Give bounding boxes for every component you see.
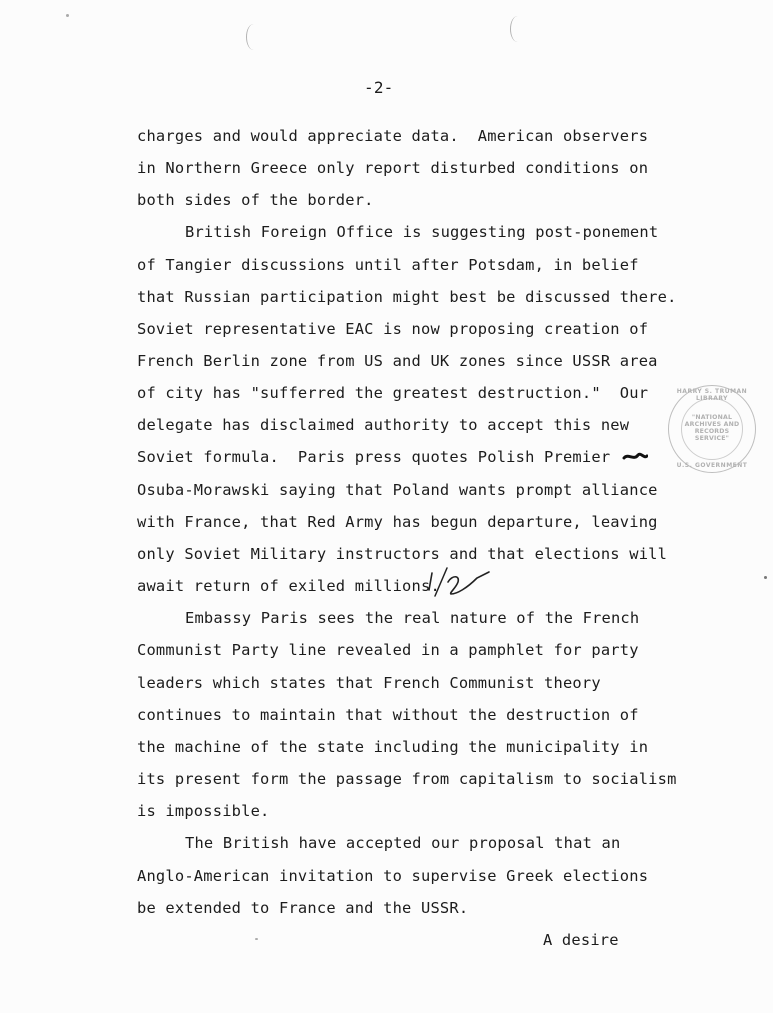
paper-speck	[255, 938, 258, 940]
archive-seal-stamp	[668, 385, 756, 473]
body-line: delegate has disclaimed authority to accept this new	[137, 416, 630, 434]
body-line: British Foreign Office is suggesting post-ponement	[185, 223, 659, 241]
body-line: Communist Party line revealed in a pamphlet for party	[137, 641, 639, 659]
body-line: in Northern Greece only report disturbed conditions on	[137, 159, 649, 177]
body-line: the machine of the state including the municipality in	[137, 738, 649, 756]
punch-hole-right-mark	[510, 16, 525, 42]
body-line: be extended to France and the USSR.	[137, 899, 469, 917]
paper-speck	[764, 576, 767, 579]
body-line: Soviet formula. Paris press quotes Polish Premier	[137, 448, 611, 466]
punch-hole-left-mark	[246, 24, 261, 50]
body-line: Embassy Paris sees the real nature of the French	[185, 609, 640, 627]
body-line: French Berlin zone from US and UK zones since USSR area	[137, 352, 658, 370]
body-line: The British have accepted our proposal that an	[185, 834, 621, 852]
stamp-center-line: RECORDS	[694, 428, 730, 435]
body-line: continues to maintain that without the destruction of	[137, 706, 639, 724]
stamp-top-text: HARRY S. TRUMAN LIBRARY	[676, 388, 748, 402]
body-line: its present form the passage from capitalism to socialism	[137, 770, 677, 788]
body-line: Soviet representative EAC is now proposing creation of	[137, 320, 649, 338]
body-line: that Russian participation might best be discussed there.	[137, 288, 677, 306]
body-line: leaders which states that French Communist theory	[137, 674, 601, 692]
body-line: is impossible.	[137, 802, 270, 820]
body-line: both sides of the border.	[137, 191, 374, 209]
stamp-center-line: ARCHIVES AND	[684, 421, 740, 428]
stamp-center-line: "NATIONAL	[691, 414, 733, 421]
page-number: -2-	[364, 78, 394, 97]
ink-strikeout-mark	[622, 451, 648, 463]
stamp-center-line: SERVICE"	[694, 435, 730, 442]
body-line: Osuba-Morawski saying that Poland wants prompt alliance	[137, 481, 658, 499]
body-line: with France, that Red Army has begun departure, leaving	[137, 513, 658, 531]
body-line: of Tangier discussions until after Potsdam, in belief	[137, 256, 639, 274]
body-line: of city has "sufferred the greatest destruction." Our	[137, 384, 649, 402]
handwritten-fraction-mark	[423, 566, 495, 600]
paper-speck	[66, 14, 69, 17]
body-line: charges and would appreciate data. American observers	[137, 127, 649, 145]
body-line: await return of exiled millions.	[137, 577, 440, 595]
body-line: only Soviet Military instructors and that elections will	[137, 545, 668, 563]
body-line: Anglo-American invitation to supervise Greek elections	[137, 867, 649, 885]
stamp-center-text	[669, 414, 755, 442]
catchword: A desire	[543, 931, 619, 949]
stamp-bottom-text: U.S. GOVERNMENT	[676, 462, 748, 469]
